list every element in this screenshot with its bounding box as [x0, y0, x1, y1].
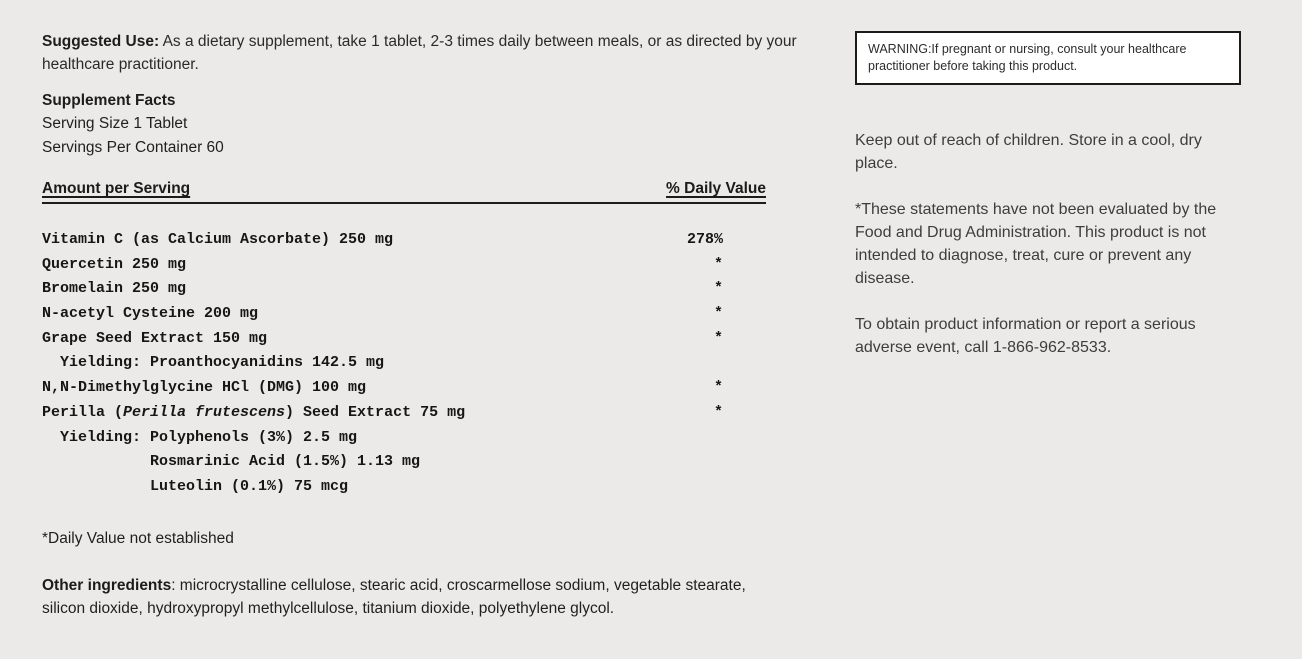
table-row — [42, 475, 766, 500]
storage-note: Keep out of reach of children. Store in a cool, dry place. — [855, 132, 1202, 172]
other-ingredients-text: : microcrystalline cellulose, stearic acid, croscarmellose sodium, vegetable stearate, silicon dioxide, hydroxypropyl methylcellulose, titanium dioxide, polyethylene glycol. — [42, 576, 746, 617]
table-row — [42, 302, 766, 327]
facts-table-rows — [42, 228, 766, 500]
table-row — [42, 351, 766, 376]
warning-box — [855, 31, 1241, 85]
table-row — [42, 253, 766, 278]
table-row — [42, 426, 766, 451]
contact-info: To obtain product information or report a serious adverse event, call 1-866-962-8533. — [855, 316, 1196, 356]
warning-text: WARNING:If pregnant or nursing, consult your healthcare practitioner before taking this product. — [868, 42, 1187, 73]
daily-value — [723, 450, 766, 475]
daily-value: 278% — [686, 231, 723, 248]
ingredient-name: Yielding: Proanthocyanidins 142.5 mg — [42, 354, 385, 372]
table-row — [42, 277, 766, 302]
daily-value-note: *Daily Value not established — [42, 529, 234, 547]
daily-value — [723, 475, 766, 500]
other-ingredients — [42, 574, 752, 620]
ingredient-name: N-acetyl Cysteine 200 mg — [42, 305, 259, 323]
other-ingredients-label: Other ingredients — [42, 576, 172, 594]
ingredient-name: Grape Seed Extract 150 mg — [42, 329, 268, 347]
suggested-use-label: Suggested Use: — [42, 33, 160, 50]
ingredient-name: N,N-Dimethylglycine HCl (DMG) 100 mg — [42, 379, 367, 397]
daily-value: * — [713, 403, 723, 421]
supplement-facts-table — [42, 178, 766, 500]
ingredient-species-italic: Perilla frutescens — [123, 403, 286, 421]
daily-value — [723, 351, 766, 376]
daily-value: * — [713, 255, 723, 273]
table-row — [42, 376, 766, 401]
table-row — [42, 327, 766, 352]
ingredient-name: Rosmarinic Acid (1.5%) 1.13 mg — [42, 453, 421, 471]
ingredient-name: Quercetin 250 mg — [42, 255, 187, 273]
table-row — [42, 401, 766, 426]
daily-value: * — [713, 379, 723, 397]
daily-value — [723, 426, 766, 451]
daily-value: * — [713, 329, 723, 347]
serving-size: Serving Size 1 Tablet — [42, 115, 188, 132]
supplement-facts-title: Supplement Facts — [42, 92, 176, 109]
suggested-use-text: As a dietary supplement, take 1 tablet, 2-3 times daily between meals, or as directed by your healthcare practitioner. — [42, 33, 797, 73]
fda-disclaimer: *These statements have not been evaluated by the Food and Drug Administration. This product is not intended to diagnose, treat, cure or prevent any disease. — [855, 201, 1217, 287]
suggested-use — [42, 30, 832, 76]
ingredient-name-prefix: Perilla ( — [42, 403, 124, 421]
table-row — [42, 450, 766, 475]
daily-value: * — [713, 280, 723, 298]
label-right-panel — [855, 31, 1247, 359]
daily-value-header: % Daily Value — [666, 180, 766, 197]
facts-table-header — [42, 178, 766, 204]
ingredient-name-suffix: ) Seed Extract 75 mg — [285, 403, 466, 421]
amount-per-serving-header: Amount per Serving — [42, 180, 191, 197]
servings-per-container: Servings Per Container 60 — [42, 138, 224, 156]
ingredient-name — [42, 401, 465, 426]
table-row — [42, 228, 766, 253]
ingredient-name: Bromelain 250 mg — [42, 280, 187, 298]
ingredient-name: Yielding: Polyphenols (3%) 2.5 mg — [42, 428, 358, 446]
ingredient-name: Vitamin C (as Calcium Ascorbate) 250 mg — [42, 231, 394, 248]
daily-value: * — [713, 305, 723, 323]
label-left-panel — [42, 30, 832, 620]
ingredient-name: Luteolin (0.1%) 75 mcg — [42, 477, 349, 495]
